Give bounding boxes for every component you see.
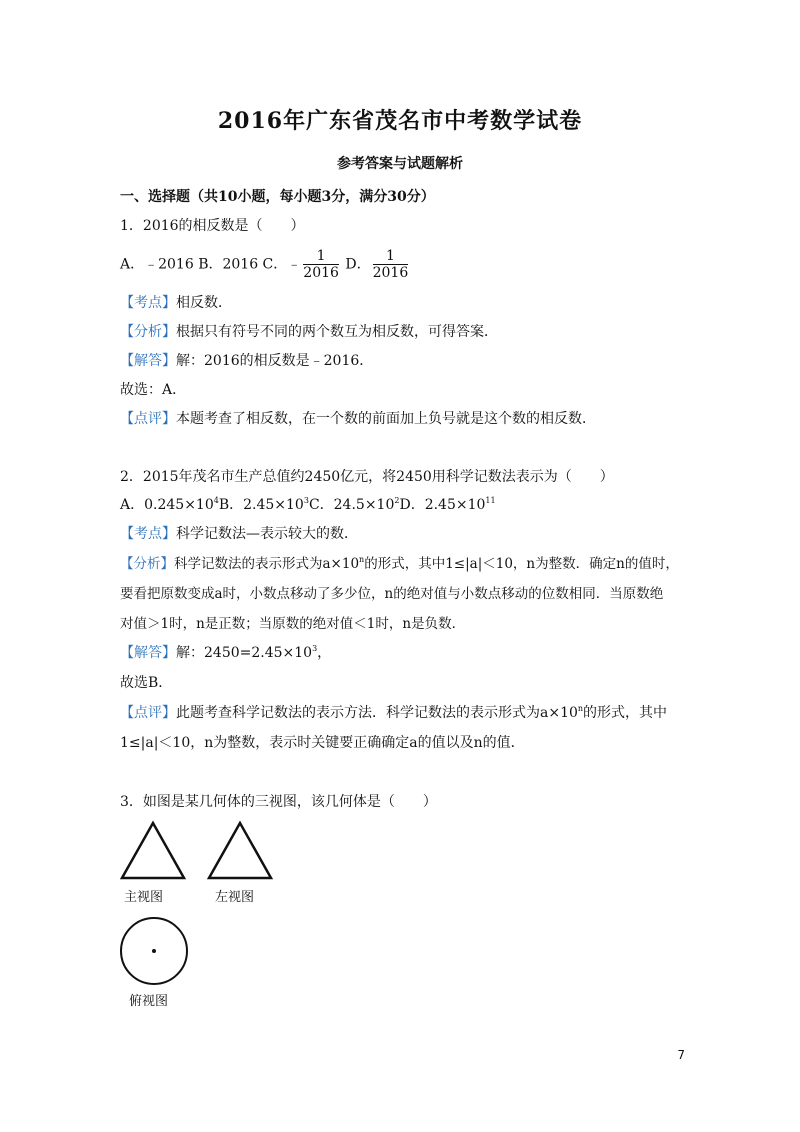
q2-dianping-text-1a: 此题考查科学记数法的表示方法．科学记数法的表示形式为a×10	[176, 705, 578, 721]
q2-kaodian-text: 科学记数法—表示较大的数．	[176, 526, 358, 542]
q3-stem: 3．如图是某几何体的三视图，该几何体是（ ）	[120, 794, 437, 810]
q2-stem: 2．2015年茂名市生产总值约2450亿元，将2450用科学记数法表示为（ ）	[120, 469, 614, 485]
jieda-tag: 【解答】	[120, 645, 176, 661]
q1-options-abc: A．﹣2016 B．2016 C．﹣	[120, 256, 302, 273]
q1-fraction-d-denominator: 2016	[372, 265, 409, 281]
q1-kaodian	[120, 292, 232, 312]
q1-fraction-d-numerator: 1	[373, 248, 409, 265]
q1-fenxi-text: 根据只有符号不同的两个数互为相反数，可得答案．	[176, 324, 498, 340]
q2-fenxi-text-1a: 科学记数法的表示形式为a×10	[174, 556, 360, 572]
q2-option-b-exponent: 3	[303, 496, 309, 505]
fenxi-tag: 【分析】	[120, 324, 176, 340]
q1-jieda-text: 解：2016的相反数是﹣2016．	[176, 353, 374, 369]
q1-kaodian-text: 相反数．	[176, 295, 232, 311]
q2-dianping-exponent: n	[577, 704, 584, 713]
q2-option-a: A．0.245×10	[120, 497, 214, 513]
kaodian-tag: 【考点】	[120, 295, 176, 311]
q2-option-d-exponent: 11	[485, 496, 496, 505]
fenxi-tag: 【分析】	[120, 556, 174, 572]
top-view-label: 俯视图	[129, 994, 169, 1009]
q2-dianping-line2: 1≤|a|＜10，n为整数，表示时关键要正确确定a的值以及n的值．	[120, 735, 525, 751]
q1-options	[120, 248, 410, 281]
q2-jieda-exponent: 3	[312, 644, 318, 653]
q2-kaodian	[120, 523, 358, 543]
page-title: 2016年广东省茂名市中考数学试卷	[217, 108, 583, 134]
q1-dianping-text: 本题考查了相反数，在一个数的前面加上负号就是这个数的相反数．	[176, 411, 596, 427]
q2-guxuan: 故选B．	[120, 675, 173, 691]
dianping-tag: 【点评】	[120, 411, 176, 427]
q2-options	[120, 494, 496, 514]
side-view-triangle	[205, 820, 275, 882]
q2-fenxi-line2: 要看把原数变成a时，小数点移动了多少位，n的绝对值与小数点移动的位数相同．当原数绝	[120, 586, 664, 602]
q1-option-d: D．	[340, 256, 371, 273]
q2-jieda-text-b: ，	[317, 645, 332, 661]
q1-fraction-c	[303, 248, 339, 281]
page-subtitle: 参考答案与试题解析	[337, 156, 463, 172]
q1-fraction-c-denominator: 2016	[303, 265, 339, 281]
q1-fenxi	[120, 321, 498, 341]
q2-fenxi-line3: 对值＞1时，n是正数；当原数的绝对值＜1时，n是负数．	[120, 616, 466, 632]
q2-option-a-exponent: 4	[213, 496, 219, 505]
q2-jieda	[120, 642, 331, 662]
q1-jieda	[120, 350, 373, 370]
jieda-tag: 【解答】	[120, 353, 176, 369]
q1-fraction-c-numerator: 1	[303, 248, 339, 265]
kaodian-tag: 【考点】	[120, 526, 176, 542]
q1-stem: 1．2016的相反数是（ ）	[120, 218, 305, 234]
q2-dianping-text-1b: 的形式，其中	[583, 705, 668, 721]
front-view-label: 主视图	[124, 890, 164, 905]
q1-dianping	[120, 408, 596, 428]
q1-guxuan: 故选：A．	[120, 382, 187, 398]
q2-fenxi-line1	[120, 552, 679, 572]
q2-jieda-text-a: 解：2450=2.45×10	[176, 645, 313, 661]
q2-fenxi-text-1b: 的形式，其中1≤|a|＜10，n为整数．确定n的值时，	[364, 556, 679, 572]
q2-option-d: D．2.45×10	[399, 497, 486, 513]
top-view-circle	[118, 915, 190, 987]
side-view-label: 左视图	[215, 890, 255, 905]
q2-option-b: B．2.45×10	[218, 497, 304, 513]
q2-option-c-exponent: 2	[394, 496, 400, 505]
page-number: 7	[677, 1048, 685, 1062]
dianping-tag: 【点评】	[120, 705, 176, 721]
q2-option-c: C．24.5×10	[308, 497, 395, 513]
front-view-triangle	[118, 820, 188, 882]
q1-fraction-d	[373, 248, 409, 281]
q2-fenxi-exponent: n	[359, 555, 365, 564]
q2-dianping-line1	[120, 702, 667, 722]
section-heading: 一、选择题（共10小题，每小题3分，满分30分）	[120, 189, 435, 205]
